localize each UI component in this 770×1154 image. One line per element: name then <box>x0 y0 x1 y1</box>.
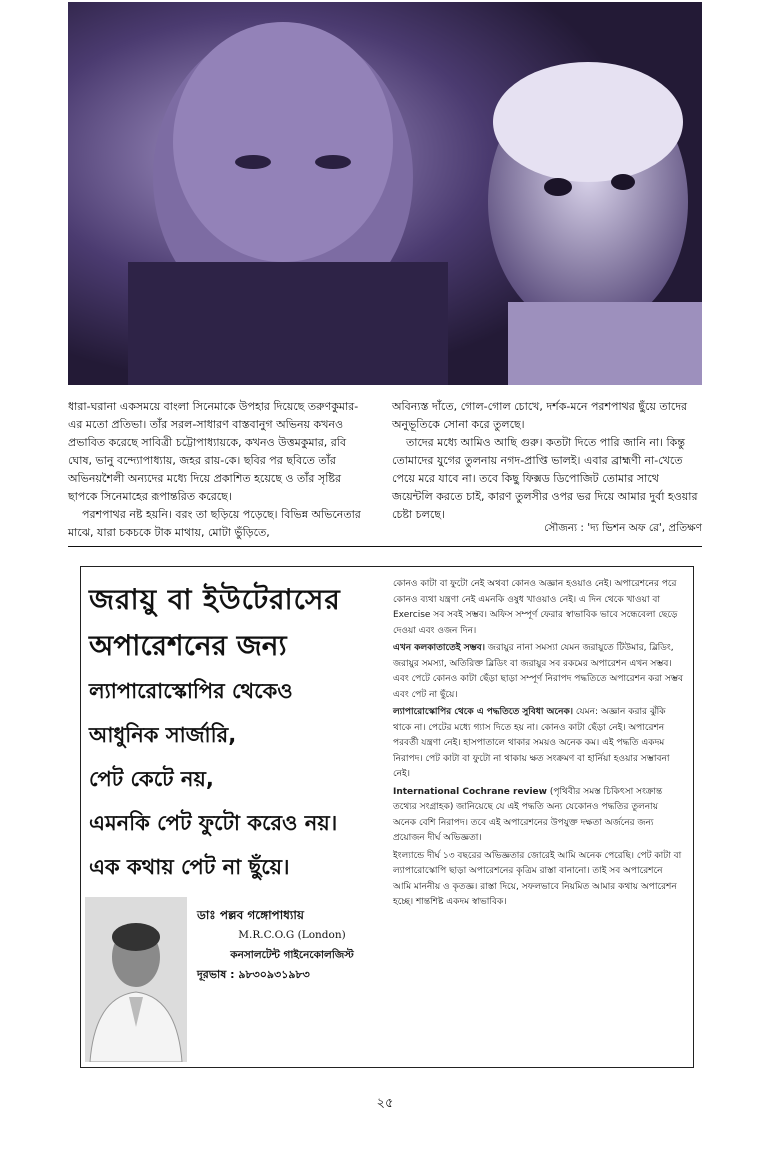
section-divider <box>68 546 702 547</box>
advertisement <box>80 566 694 1068</box>
ad-subline: ল্যাপারোস্কোপির থেকেও <box>89 679 293 703</box>
photo-credit: সৌজন্য : 'দ্য ভিশন অফ রে', প্রতিক্ষণ <box>544 522 702 534</box>
article-column-right <box>392 398 702 524</box>
ad-subline: পেট কেটে নয়, <box>89 767 214 791</box>
ad-paragraph <box>393 785 683 847</box>
ad-paragraph <box>393 705 683 783</box>
doctor-photo <box>85 897 187 1062</box>
doctor-degree: M.R.C.O.G (London) <box>238 929 346 941</box>
article-column-left <box>68 398 368 542</box>
article-paragraph: পরশপাথর নষ্ট হয়নি। বরং তা ছড়িয়ে পড়েছে। বিভিন্ন অভিনেতার মাঝে, যারা চকচকে টাক মাথায়, মোটা ভুঁড়িতে, <box>68 508 361 539</box>
ad-paragraph-text: (পৃথিবীর সমস্ত চিকিৎসা সংক্রান্ত তথ্যের সংগ্রাহক) জানিয়েছে যে এই পদ্ধতি অন্য যেকোনও পদ্ধতির তুলনায় অনেক বেশি নিরাপদ। তবে এই অপারেশনের উপযুক্ত দক্ষতা অর্জনের জন্য প্রয়োজন দীর্ঘ অভিজ্ঞতা। <box>393 786 663 843</box>
ad-subline: আধুনিক সার্জারি, <box>89 723 237 747</box>
doctor-info <box>197 905 387 985</box>
ad-subline: এমনকি পেট ফুটো করেও নয়। <box>89 811 338 835</box>
ad-paragraph <box>393 641 683 703</box>
ad-paragraph-lead: International Cochrane review <box>393 786 547 797</box>
article-paragraph: অবিন্যস্ত দাঁতে, গোল-গোল চোখে, দর্শক-মনে পরশপাথর ছুঁয়ে তাদের অনুভূতিকে সোনা করে তুলছে। <box>392 400 688 431</box>
ad-body <box>393 577 683 913</box>
ad-headline: অপারেশনের জন্য <box>89 629 287 662</box>
article-photo <box>68 2 702 385</box>
doctor-portrait <box>85 897 187 1062</box>
doctor-designation: কনসালটেন্ট গাইনেকোলজিস্ট <box>230 949 354 961</box>
article-paragraph: ধারা-ঘরানা একসময়ে বাংলা সিনেমাকে উপহার দিয়েছে তরুণকুমার-এর মতো প্রতিভা। তাঁর সরল-সাধারণ বাস্তবানুগ অভিনয় কখনও প্রভাবিত করেছে সাবিত্রী চট্টোপাধ্যায়কে, কখনও উত্তমকুমার, রবি ঘোষ, ভানু বন্দ্যোপাধ্যায়, জহর রায়-কে। ছবির পর ছবিতে তাঁর অভিনয়শৈলী অন্যদের মধ্যে দিয়ে প্রকাশিত হয়েছে ও তাঁর সৃষ্টির ছাপকে সিনেমাহের রূপান্তরিত করেছে। <box>68 400 359 503</box>
doctor-phone: দূরভাষ : ৯৮৩০৯৩১৯৮৩ <box>197 968 310 981</box>
ad-paragraph-text: জরায়ুর নানা সমস্যা যেমন জরায়ুতে টিউমার, ব্লিডিং, জরায়ুর সমস্যা, অতিরিক্ত ব্লিডিং বা জরায়ুর সব রকমের অপারেশন এখন সম্ভব। এবং পেটে কোনও কাটা ছেঁড়া ছাড়া সম্পূর্ণ নিরাপদ পদ্ধতিতে অপারেশন করা সম্ভব এবং পেট না ছুঁয়ে। <box>393 643 683 700</box>
doctor-name: ডাঃ পল্লব গঙ্গোপাধ্যায় <box>197 908 304 922</box>
photo-illustration <box>68 2 702 385</box>
ad-paragraph-text: যেমন: অজ্ঞান করার ঝুঁকি থাকে না। পেটের মধ্যে গ্যাস দিতে হয় না। কোনও কাটা ছেঁড়া নেই। অপারেশন পরবর্তী যন্ত্রণা নেই। হাসপাতালে থাকার সময়ও অনেক কম। এই পদ্ধতি একদম নিরাপদ। পেট কাটা বা ফুটো না থাকায় ক্ষত সংক্রমণ বা হার্নিয়া হওয়ার সম্ভাবনা নেই। <box>393 707 670 779</box>
article-paragraph: তাদের মধ্যে আমিও আছি গুরু। কতটা দিতে পারি জানি না। কিন্তু তোমাদের যুগের তুলনায় নগদ-প্রাপ্তি ভালই। এবার ব্রাহ্মণী না-খেতে পেয়ে মরে যাবে না। তবে কিছু ফিক্সড ডিপোজিট তোমার সাথে জয়েন্টলি করতে চাই, কারণ তুলসীর ওপর ভর দিয়ে আমার দুর্বা হওয়ার চেষ্টা চলছে। <box>392 436 698 521</box>
ad-paragraph-lead: ল্যাপারোস্কোপির থেকে এ পদ্ধতিতে সুবিধা অনেক। <box>393 707 573 717</box>
ad-subline: এক কথায় পেট না ছুঁয়ে। <box>89 855 290 879</box>
ad-paragraph-lead: এখন কলকাতাতেই সম্ভব। <box>393 643 486 653</box>
ad-paragraph: কোনও কাটা বা ফুটো নেই অথবা কোনও অজ্ঞান হওয়াও নেই। অপারেশনের পরে কোনও ব্যথা যন্ত্রণা নেই এমনকি ওষুধ খাওয়াও নেই। এ দিন থেকে খাওয়া বা Exercise সব সবই সম্ভব। অফিস সম্পূর্ণ ফেরার স্বাভাবিক ভাবে সন্ধেবেলা ছেড়ে দেওয়া এবং ওজন দিন। <box>393 579 678 636</box>
ad-headline: জরায়ু বা ইউটেরাসের <box>89 583 341 616</box>
ad-headline-block <box>89 577 389 889</box>
page-number: ২৫ <box>376 1096 394 1111</box>
ad-paragraph: ইংল্যান্ডে দীর্ঘ ১৩ বছরের অভিজ্ঞতার জোরেই আমি অনেক পেরেছি। পেট কাটা বা ল্যাপারোস্কোপি ছাড়া অপারেশনের কৃত্রিম রাস্তা বানানো। তাই সব অপারেশনে আমি মাননীয় ও কৃতজ্ঞ। রাস্তা দিয়ে, সফলভাবে নিয়মিত আমার কথায় অপারেশন হচ্ছে। শান্তশিষ্ট একদম স্বাভাবিক। <box>393 850 682 907</box>
